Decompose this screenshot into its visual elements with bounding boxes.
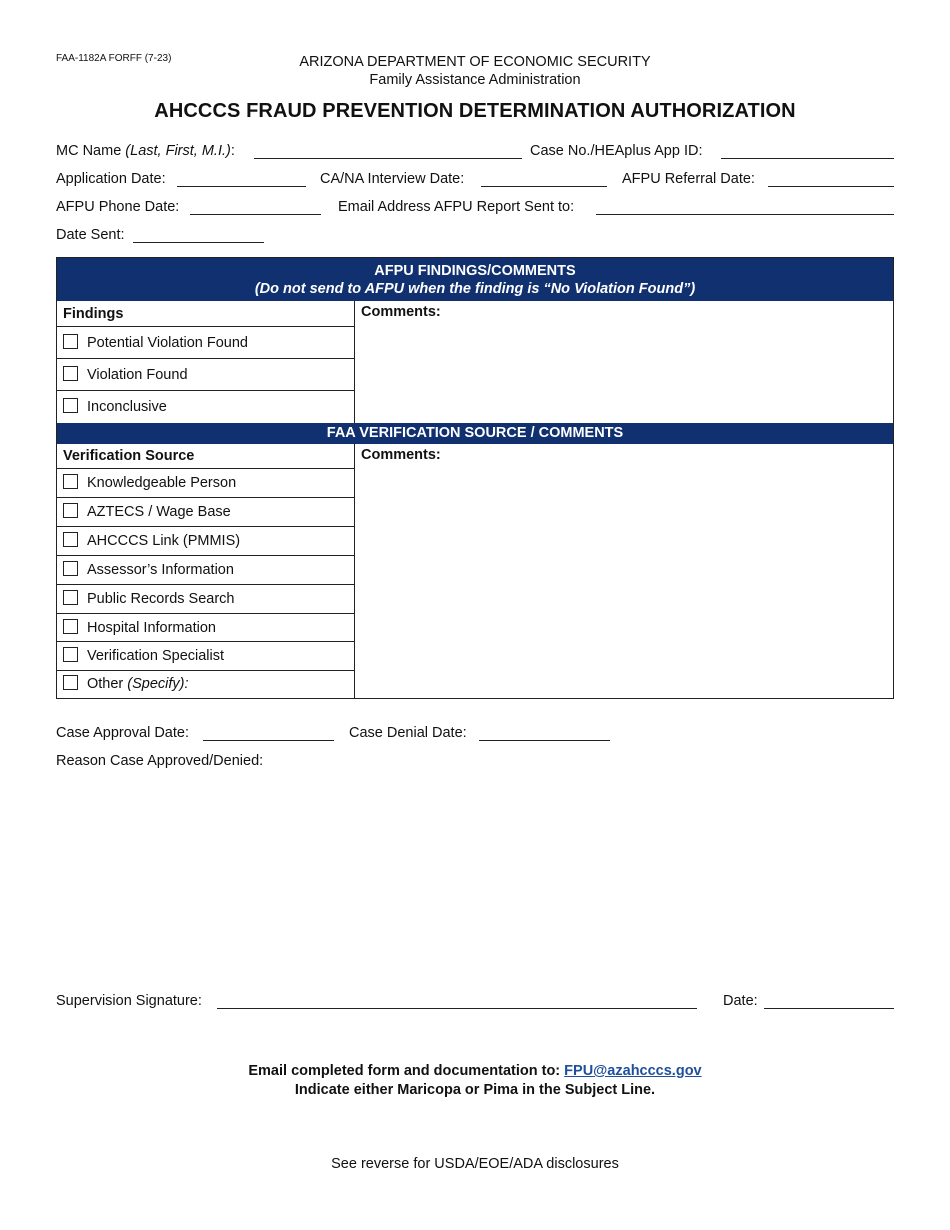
checkbox[interactable]: [63, 503, 78, 518]
afpu-header-bar: [57, 258, 893, 301]
checkbox[interactable]: [63, 590, 78, 605]
denial-date-field[interactable]: [479, 740, 610, 741]
checkbox[interactable]: [63, 366, 78, 381]
phone-date-field[interactable]: [190, 214, 321, 215]
application-date-field[interactable]: [177, 186, 306, 187]
mc-name-colon: :: [230, 143, 235, 159]
approval-date-field[interactable]: [203, 740, 334, 741]
phone-date-label: AFPU Phone Date:: [56, 199, 180, 215]
mc-name-text: MC Name: [56, 143, 126, 159]
afpu-title: AFPU FINDINGS/COMMENTS: [374, 263, 576, 279]
source-label: AHCCCS Link (PMMIS): [87, 533, 241, 549]
mc-name-hint: (Last, First, M.I.): [125, 143, 231, 159]
email-link[interactable]: FPU@azahcccs.gov: [564, 1063, 702, 1079]
agency-name: ARIZONA DEPARTMENT OF ECONOMIC SECURITY: [299, 54, 651, 70]
supervision-signature-label: Supervision Signature:: [56, 993, 202, 1009]
source-hospital-information[interactable]: [57, 614, 355, 642]
email-text: Email completed form and documentation to:: [248, 1063, 565, 1079]
reason-label: Reason Case Approved/Denied:: [56, 753, 264, 769]
source-ahcccs-link[interactable]: [57, 527, 355, 556]
source-label: AZTECS / Wage Base: [87, 504, 231, 520]
source-other-hint: (Specify):: [127, 676, 189, 692]
email-sent-field[interactable]: [596, 214, 894, 215]
supervision-signature-field[interactable]: [217, 1008, 697, 1009]
afpu-subtitle: (Do not send to AFPU when the finding is “No Violation Found”): [254, 281, 696, 297]
date-sent-field[interactable]: [133, 242, 264, 243]
source-assessor-information[interactable]: [57, 556, 355, 585]
verification-source-header: Verification Source: [57, 444, 355, 469]
finding-potential-violation[interactable]: [57, 327, 355, 359]
checkbox[interactable]: [63, 561, 78, 576]
form-title: AHCCCS FRAUD PREVENTION DETERMINATION AUTHORIZATION: [154, 100, 796, 122]
division-name: Family Assistance Administration: [369, 72, 581, 88]
checkbox[interactable]: [63, 675, 78, 690]
finding-label: Potential Violation Found: [87, 335, 248, 351]
referral-date-label: AFPU Referral Date:: [622, 171, 755, 187]
reason-area[interactable]: [56, 772, 894, 982]
checkbox[interactable]: [63, 334, 78, 349]
source-label: Hospital Information: [87, 620, 216, 636]
form-code: FAA-1182A FORFF (7-23): [56, 53, 172, 64]
denial-date-label: Case Denial Date:: [349, 725, 467, 741]
interview-date-field[interactable]: [481, 186, 607, 187]
source-knowledgeable-person[interactable]: [57, 469, 355, 498]
date-sent-label: Date Sent:: [56, 227, 125, 243]
interview-date-label: CA/NA Interview Date:: [320, 171, 465, 187]
checkbox[interactable]: [63, 532, 78, 547]
source-label: Assessor’s Information: [87, 562, 234, 578]
subject-line-instruction: Indicate either Maricopa or Pima in the Subject Line.: [294, 1082, 656, 1098]
finding-label: Inconclusive: [87, 399, 167, 415]
application-date-label: Application Date:: [56, 171, 166, 187]
source-verification-specialist[interactable]: [57, 642, 355, 671]
source-other[interactable]: [57, 671, 355, 698]
source-public-records[interactable]: [57, 585, 355, 614]
finding-inconclusive[interactable]: [57, 391, 355, 423]
checkbox[interactable]: [63, 398, 78, 413]
referral-date-field[interactable]: [768, 186, 894, 187]
signature-date-field[interactable]: [764, 1008, 894, 1009]
signature-date-label: Date:: [723, 993, 758, 1009]
email-line: [0, 1062, 950, 1081]
verification-comments-area[interactable]: [356, 444, 893, 698]
disclosure-note: See reverse for USDA/EOE/ADA disclosures: [331, 1156, 619, 1172]
finding-violation[interactable]: [57, 359, 355, 391]
case-no-field[interactable]: [721, 158, 894, 159]
checkbox[interactable]: [63, 474, 78, 489]
finding-label: Violation Found: [87, 367, 188, 383]
source-label: Verification Specialist: [87, 648, 225, 664]
afpu-comments-area[interactable]: [356, 301, 893, 423]
verification-comments-label: Comments:: [361, 447, 441, 463]
email-sent-label: Email Address AFPU Report Sent to:: [338, 199, 575, 215]
source-label: Other: [87, 676, 128, 692]
afpu-comments-label: Comments:: [361, 304, 441, 320]
checkbox[interactable]: [63, 619, 78, 634]
case-no-label: Case No./HEAplus App ID:: [530, 143, 703, 159]
findings-table: [56, 257, 894, 699]
mc-name-label: [56, 143, 235, 159]
findings-header: Findings: [57, 301, 355, 327]
source-aztecs-wage-base[interactable]: [57, 498, 355, 527]
mc-name-field[interactable]: [254, 158, 522, 159]
agency-header: [0, 53, 950, 89]
checkbox[interactable]: [63, 647, 78, 662]
approval-date-label: Case Approval Date:: [56, 725, 189, 741]
source-label: Public Records Search: [87, 591, 235, 607]
verification-header-bar: FAA VERIFICATION SOURCE / COMMENTS: [57, 423, 893, 444]
source-label: Knowledgeable Person: [87, 475, 237, 491]
email-instructions: [0, 1062, 950, 1100]
